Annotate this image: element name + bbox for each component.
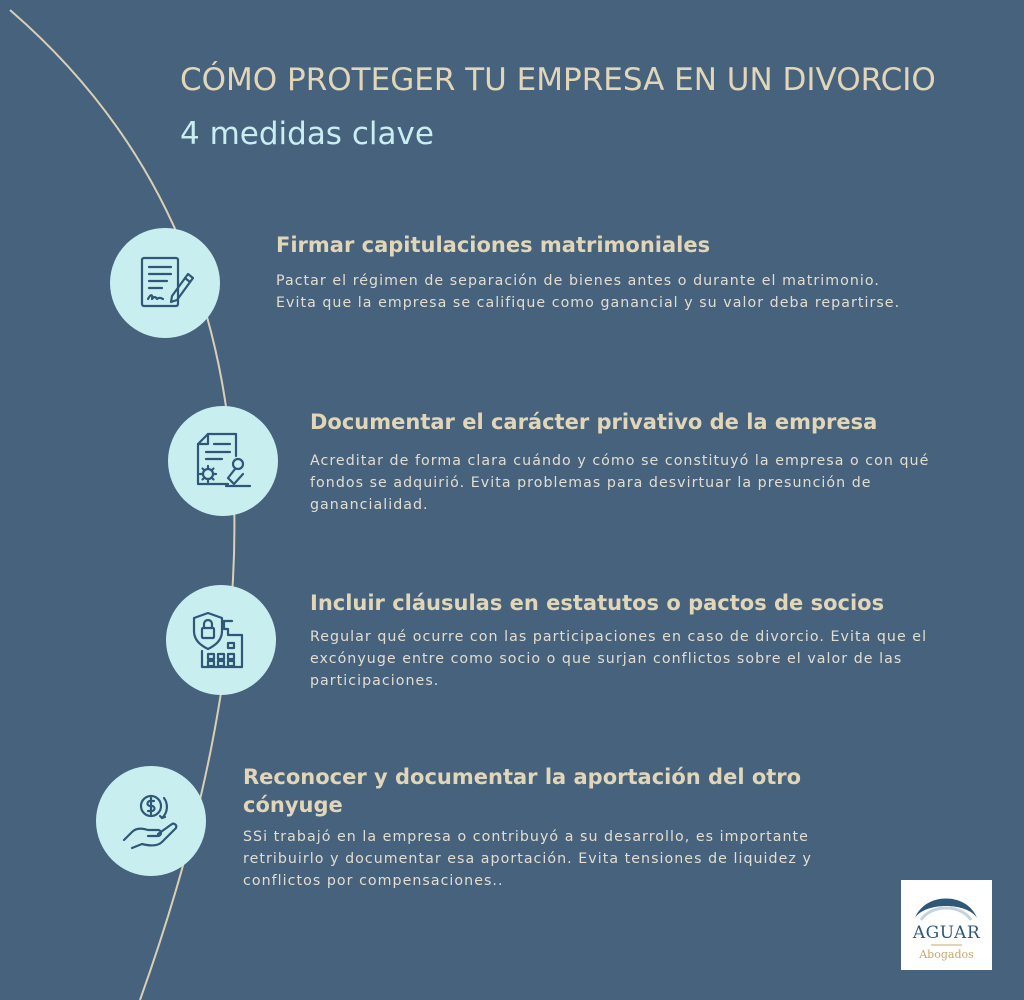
step-1-title: Firmar capitulaciones matrimoniales [276,233,711,257]
signed-document-icon [132,250,198,316]
logo-tagline: Abogados [919,948,974,961]
step-3-circle [166,585,276,695]
step-4-circle [96,766,206,876]
shield-building-icon [188,607,254,673]
step-2-circle [168,406,278,516]
logo-name: AGUAR [912,923,981,943]
step-4-description: SSi trabajó en la empresa o contribuyó a su desarrollo, es importante retribuirlo y documentar esa aportación. Evita tensiones de liquidez y conflictos por compensaciones.. [243,829,812,889]
step-4-title: Reconocer y documentar la aportación del otro cónyuge [243,765,802,817]
hand-coin-icon [118,788,184,854]
step-2-description: Acreditar de forma clara cuándo y cómo se constituyó la empresa o con qué fondos se adquirió. Evita problemas para desvirtuar la presunción de ganancialidad. [310,453,930,513]
page-subtitle: 4 medidas clave [180,116,434,152]
step-2-title: Documentar el carácter privativo de la empresa [310,410,878,434]
page-title: CÓMO PROTEGER TU EMPRESA EN UN DIVORCIO [180,62,936,98]
step-3-title: Incluir cláusulas en estatutos o pactos de socios [310,591,885,615]
step-3-description: Regular qué ocurre con las participaciones en caso de divorcio. Evita que el excónyuge entre como socio o que surjan conflictos sobre el valor de las participaciones. [310,629,928,689]
document-stamp-gear-icon [190,428,256,494]
aguar-logo [901,880,992,970]
step-1-circle [110,228,220,338]
step-1-description: Pactar el régimen de separación de bienes antes o durante el matrimonio. Evita que la empresa se califique como ganancial y su valor deba repartirse. [276,273,901,311]
